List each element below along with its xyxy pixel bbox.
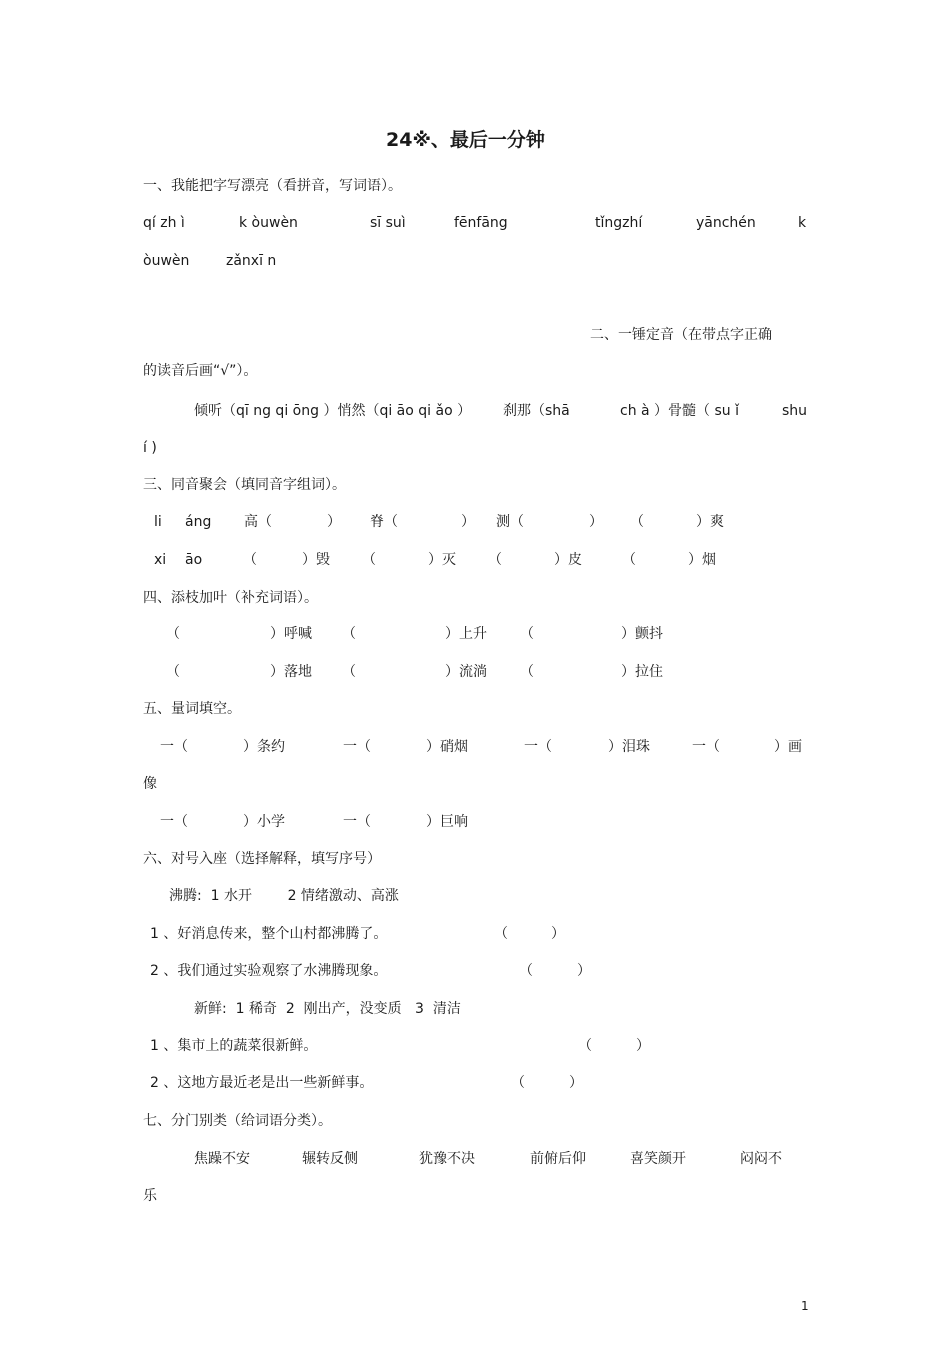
section-1-heading: 一、我能把字写漂亮（看拼音，写词语）。: [143, 178, 402, 194]
question-line: 1 、好消息传来，整个山村都沸腾了。: [150, 926, 388, 942]
pinyin-item: qí zh ì: [143, 215, 185, 231]
homophone-cell: （: [243, 552, 257, 568]
section-5-heading: 五、量词填空。: [143, 701, 241, 717]
homophone-cell: xi: [154, 552, 167, 568]
word-blank: ）流淌: [445, 664, 487, 680]
word-blank: ）落地: [270, 664, 312, 680]
homophone-cell: 测（: [496, 514, 524, 530]
section-3-heading: 三、同音聚会（填同音字组词）。: [143, 477, 346, 493]
word-blank: （: [342, 664, 356, 680]
homophone-cell: ）爽: [696, 514, 724, 530]
pronunciation-item: shu: [782, 403, 808, 419]
pronunciation-item: ch à ）骨髓（ su ǐ: [620, 403, 740, 419]
measure-word-blank: ）泪珠: [608, 739, 650, 755]
homophone-cell: áng: [185, 514, 212, 530]
homophone-cell: li: [154, 514, 162, 530]
definition-line: 沸腾: 1 水开 2 情绪激动、高涨: [169, 888, 399, 904]
classify-word: 前俯后仰: [530, 1151, 586, 1167]
answer-paren-close: ）: [636, 1038, 650, 1054]
homophone-cell: 脊（: [370, 514, 398, 530]
measure-word-blank: ）画: [774, 739, 802, 755]
classify-word: 闷闷不: [740, 1151, 782, 1167]
homophone-cell: ）: [589, 514, 603, 530]
measure-word-blank: ）小学: [243, 814, 285, 830]
section-7-heading: 七、分门别类（给词语分类）。: [143, 1113, 332, 1129]
page-title: 24※、最后一分钟: [386, 129, 545, 151]
measure-word-blank: ）硝烟: [426, 739, 468, 755]
homophone-cell: （: [630, 514, 644, 530]
word-blank: ）拉住: [621, 664, 663, 680]
word-blank: ）颤抖: [621, 626, 663, 642]
classify-word-wrap: 乐: [143, 1188, 157, 1204]
pronunciation-item: 刹那（shā: [503, 403, 570, 419]
pinyin-item: yānchén: [696, 215, 756, 231]
homophone-cell: （: [362, 552, 376, 568]
question-line: 1 、集市上的蔬菜很新鲜。: [150, 1038, 318, 1054]
page-number: 1: [801, 1299, 809, 1313]
section-2-heading-cont: 的读音后画“√”）。: [143, 363, 258, 379]
measure-word-blank: 一（: [343, 814, 371, 830]
measure-word-blank: ）巨响: [426, 814, 468, 830]
homophone-cell: ）: [461, 514, 475, 530]
word-blank: （: [342, 626, 356, 642]
classify-word: 喜笑颜开: [630, 1151, 686, 1167]
homophone-cell: （: [622, 552, 636, 568]
classify-word: 辗转反侧: [302, 1151, 358, 1167]
pinyin-item: zǎnxī n: [226, 253, 277, 269]
pinyin-item: tǐngzhí: [595, 215, 643, 231]
section-4-heading: 四、添枝加叶（补充词语）。: [143, 590, 318, 606]
pinyin-item: k òuwèn: [239, 215, 298, 231]
pronunciation-item: í ): [143, 440, 157, 456]
measure-word-blank: 一（: [160, 739, 188, 755]
pinyin-item: òuwèn: [143, 253, 190, 269]
homophone-cell: ）灭: [428, 552, 456, 568]
word-blank: （: [520, 664, 534, 680]
measure-word-blank: 一（: [160, 814, 188, 830]
answer-paren-open: （: [519, 963, 533, 979]
measure-word-blank: 一（: [343, 739, 371, 755]
homophone-cell: ）皮: [554, 552, 582, 568]
word-blank: （: [166, 626, 180, 642]
measure-word-wrap: 像: [143, 776, 157, 792]
homophone-cell: āo: [185, 552, 203, 568]
answer-paren-close: ）: [569, 1075, 583, 1091]
measure-word-blank: 一（: [524, 739, 552, 755]
word-blank: ）上升: [445, 626, 487, 642]
section-2-heading: 二、一锤定音（在带点字正确: [590, 327, 772, 343]
answer-paren-open: （: [578, 1038, 592, 1054]
homophone-cell: （: [488, 552, 502, 568]
homophone-cell: ）毁: [302, 552, 330, 568]
answer-paren-close: ）: [551, 926, 565, 942]
pinyin-item: sī suì: [370, 215, 406, 231]
pronunciation-item: 倾听（qī ng qi ōng ）悄然（qi āo qi ǎo ）: [194, 403, 472, 419]
section-6-heading: 六、对号入座（选择解释，填写序号）: [143, 851, 381, 867]
measure-word-blank: 一（: [692, 739, 720, 755]
definition-line: 新鲜: 1 稀奇 2 刚出产，没变质 3 清洁: [194, 1001, 461, 1017]
homophone-cell: ）烟: [688, 552, 716, 568]
word-blank: （: [520, 626, 534, 642]
question-line: 2 、我们通过实验观察了水沸腾现象。: [150, 963, 388, 979]
answer-paren-open: （: [511, 1075, 525, 1091]
measure-word-blank: ）条约: [243, 739, 285, 755]
homophone-cell: ）: [327, 514, 341, 530]
answer-paren-close: ）: [577, 963, 591, 979]
classify-word: 焦躁不安: [194, 1151, 250, 1167]
word-blank: （: [166, 664, 180, 680]
pinyin-item: fēnfāng: [454, 215, 508, 231]
classify-word: 犹豫不决: [419, 1151, 475, 1167]
question-line: 2 、这地方最近老是出一些新鲜事。: [150, 1075, 374, 1091]
word-blank: ）呼喊: [270, 626, 312, 642]
pinyin-item: k: [798, 215, 807, 231]
homophone-cell: 高（: [244, 514, 272, 530]
answer-paren-open: （: [494, 926, 508, 942]
